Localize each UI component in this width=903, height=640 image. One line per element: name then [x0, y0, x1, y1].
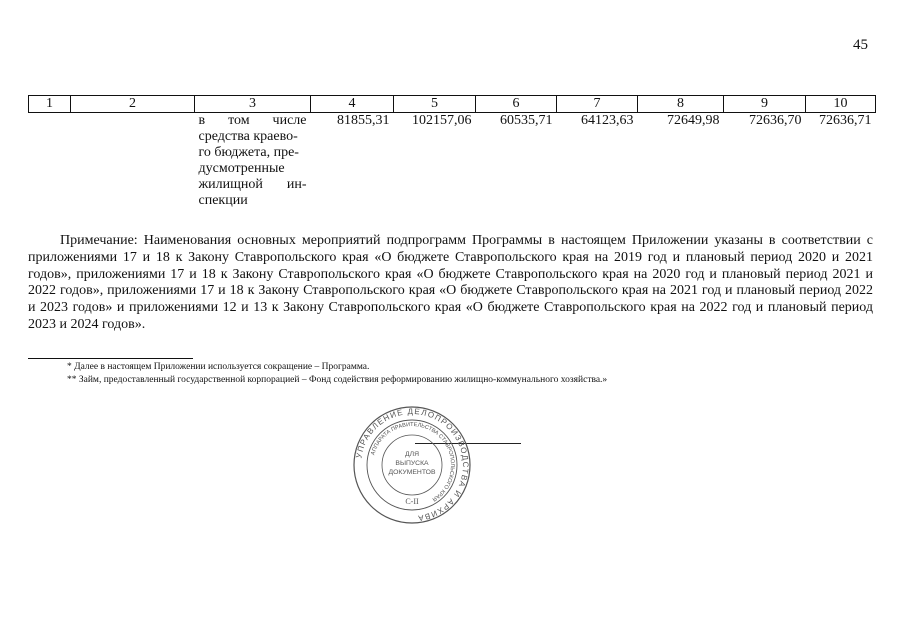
value-cell: 72649,98 [667, 113, 720, 128]
column-header: 8 [638, 96, 724, 113]
column-header: 5 [394, 96, 476, 113]
stamp-center-line: ДОКУМЕНТОВ [388, 469, 436, 476]
column-header: 3 [195, 96, 311, 113]
stamp-outer-text: УПРАВЛЕНИЕ ДЕЛОПРОИЗВОДСТВА И АРХИВА [354, 406, 471, 523]
table-header-row [29, 96, 876, 113]
column-header: 4 [311, 96, 394, 113]
description-line: дусмотренные [198, 161, 285, 176]
note-paragraph: Примечание: Наименования основных мероприятий подпрограмм Программы в настоящем Приложении указаны в соответствии с приложениями 17 и 18 к Закону Ставропольского края «О бюджете Ставропольского края на 2019 год и плановый период 2020 и 2021 годов», приложениями 17 и 18 к Закону Ставропольского края «О бюджете Ставропольского края на 2020 год и плановый период 2021 и 2022 годов», приложениями 17 и 18 к Закону Ставропольского края «О бюджете Ставропольского края на 2021 год и плановый период 2022 и 2023 годов» и приложениями 12 и 13 к Закону Ставропольского края «О бюджете Ставропольского края на 2022 год и плановый период 2023 и 2024 годов». [28, 233, 873, 332]
official-stamp [352, 405, 472, 525]
value-cell: 64123,63 [581, 113, 634, 128]
budget-table [28, 95, 876, 209]
description-line: жилищной ин- [198, 177, 307, 192]
value-cell: 81855,31 [337, 113, 390, 128]
description-line: го бюджета, пре- [198, 145, 299, 160]
footnote-divider [28, 358, 193, 359]
value-cell: 72636,71 [819, 113, 872, 128]
column-header: 10 [806, 96, 876, 113]
description-line: средства краево- [198, 129, 298, 144]
value-cell: 60535,71 [500, 113, 553, 128]
stamp-inner-text: АППАРАТА ПРАВИТЕЛЬСТВА СТАВРОПОЛЬСКОГО КРАЯ [370, 421, 456, 502]
column-header: 6 [476, 96, 557, 113]
description-cell [195, 113, 311, 210]
column-header: 7 [557, 96, 638, 113]
column-header: 9 [724, 96, 806, 113]
footnote: * Далее в настоящем Приложении используется сокращение – Программа. [67, 362, 370, 372]
table-row [29, 113, 876, 210]
column-header: 2 [71, 96, 195, 113]
footnote: ** Займ, предоставленный государственной корпорацией – Фонд содействия реформированию жилищно-коммунального хозяйства.» [67, 375, 608, 385]
description-line: в том числе [198, 113, 307, 128]
stamp-code: С-II [405, 497, 419, 506]
column-header: 1 [29, 96, 71, 113]
value-cell: 102157,06 [412, 113, 472, 128]
description-line: спекции [198, 193, 248, 208]
table-cell [29, 113, 71, 210]
table-cell [71, 113, 195, 210]
value-cell: 72636,70 [749, 113, 802, 128]
stamp-center-line: ВЫПУСКА [395, 460, 429, 467]
page-number: 45 [853, 37, 868, 53]
stamp-center-line: ДЛЯ [405, 451, 419, 458]
